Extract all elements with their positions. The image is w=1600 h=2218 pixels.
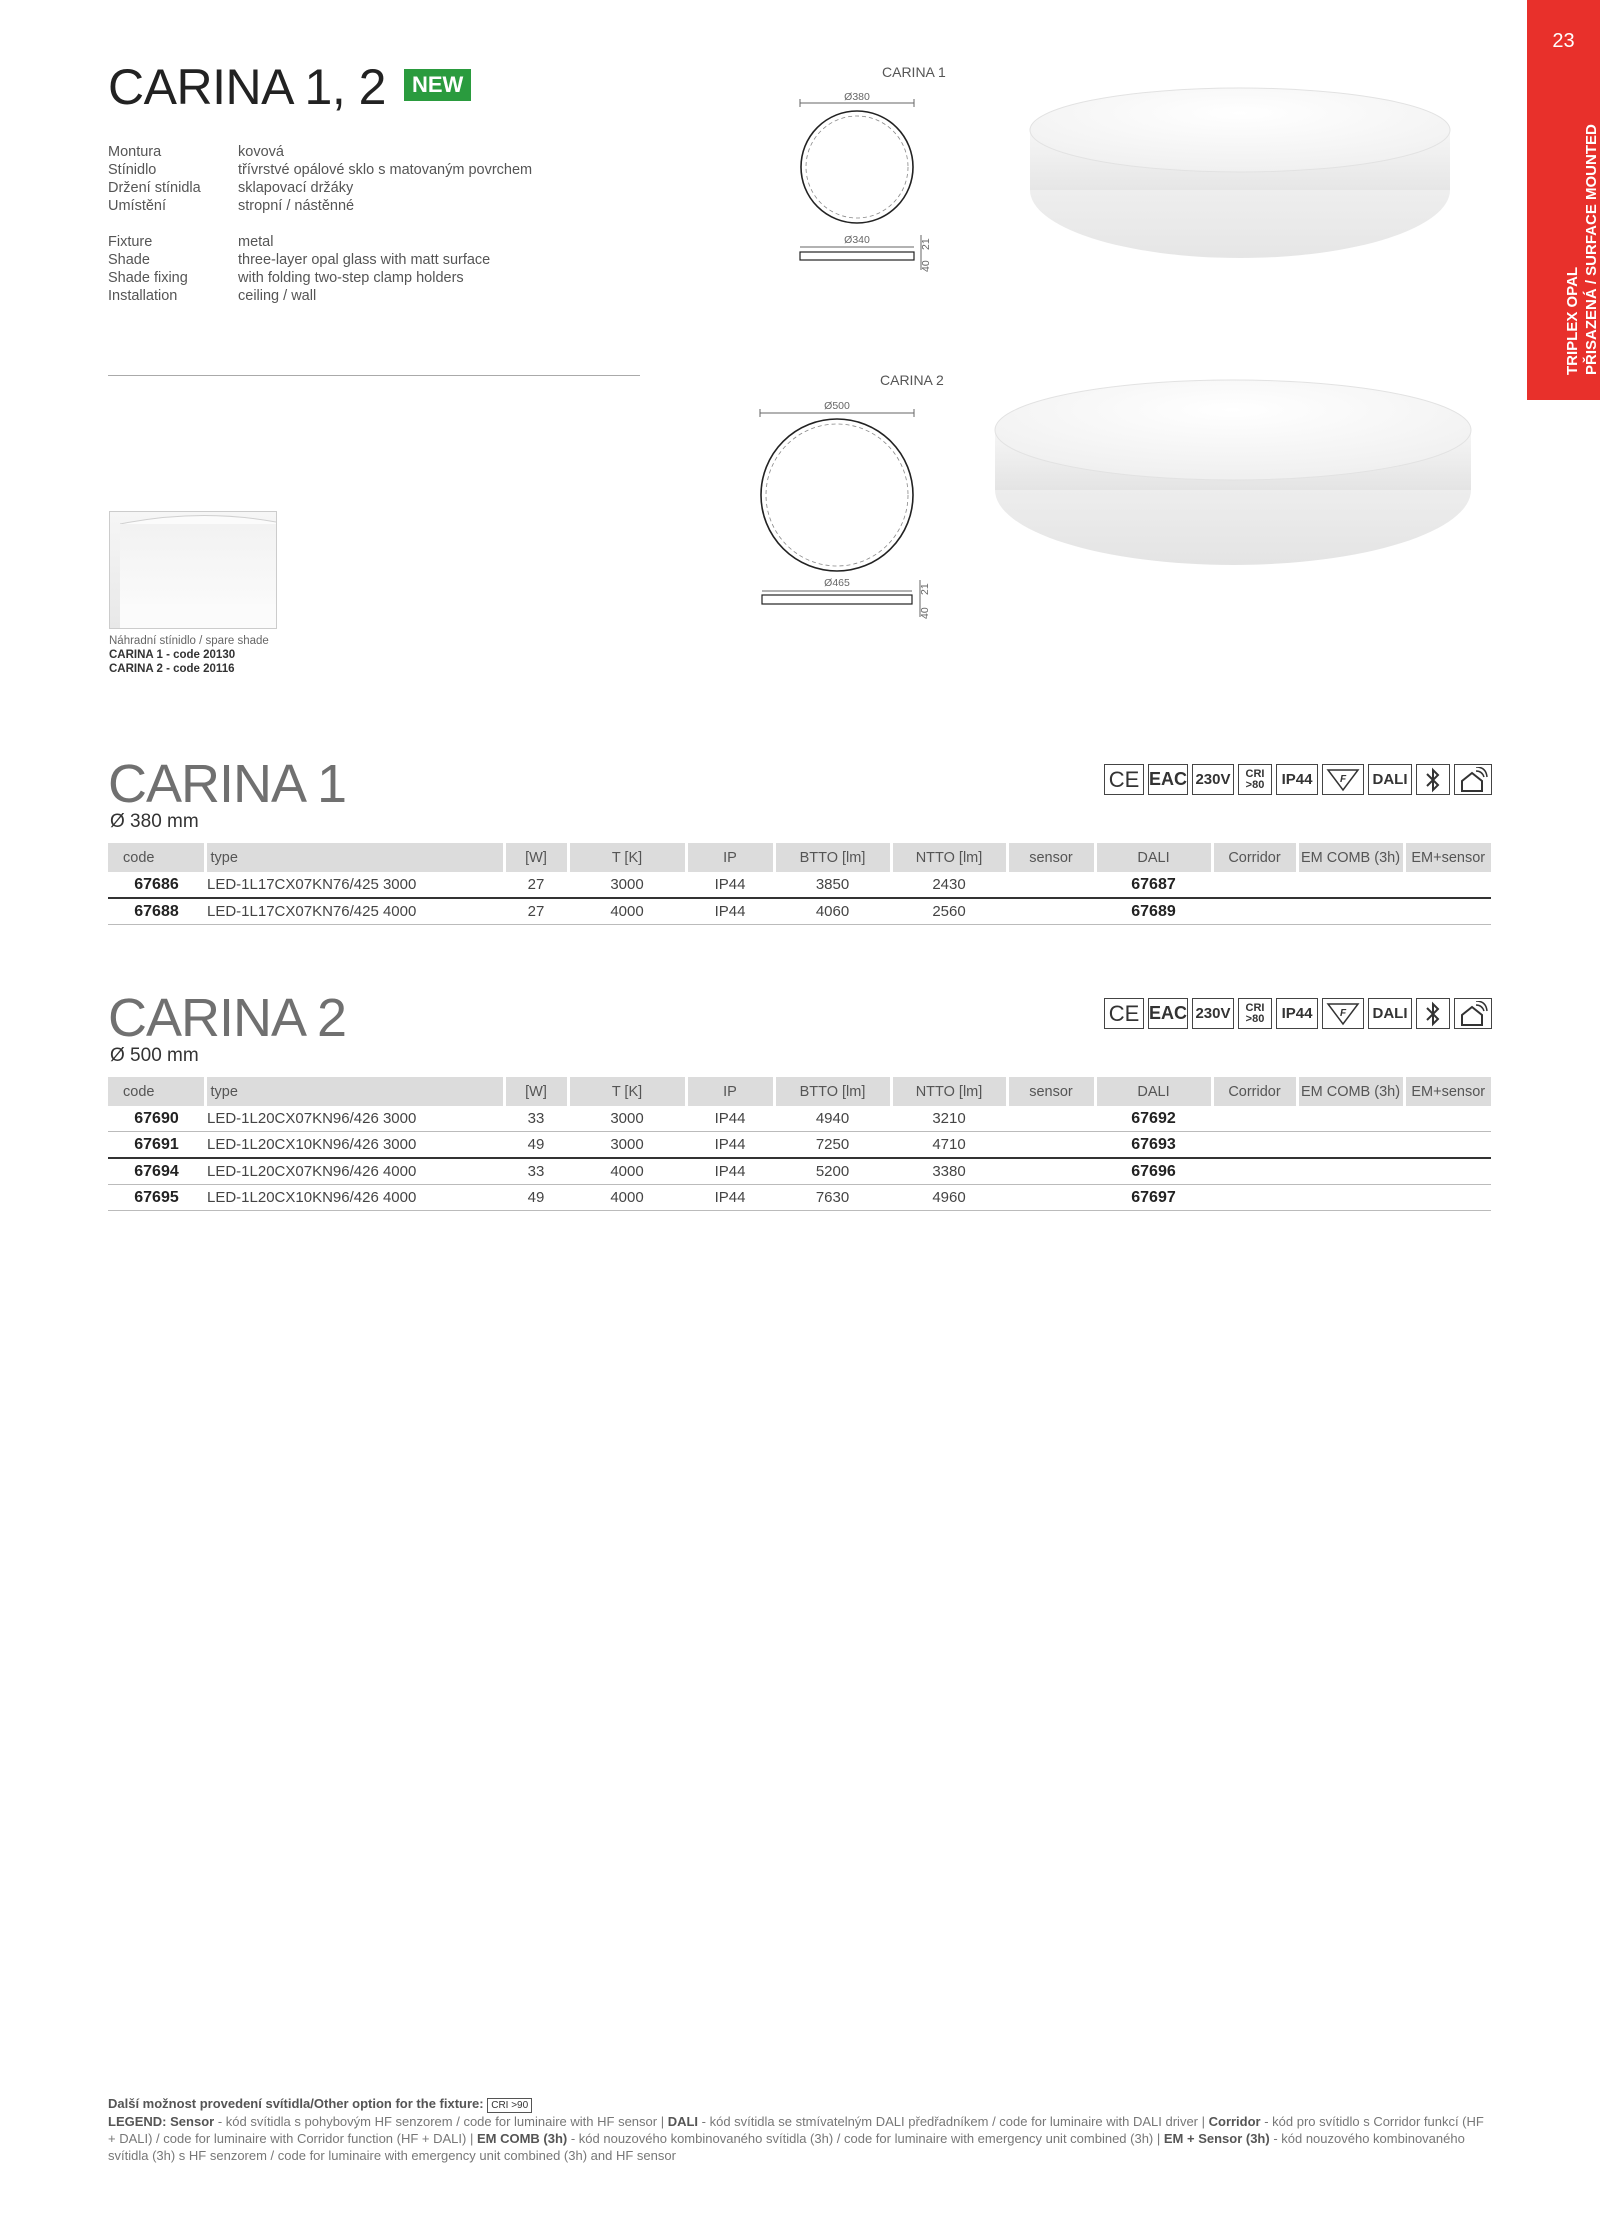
svg-text:F: F [1339, 1007, 1347, 1019]
new-badge: NEW [404, 69, 471, 101]
svg-text:40: 40 [919, 607, 931, 619]
chapter-label-line1: TRIPLEX OPAL [1564, 266, 1581, 375]
spec-row: Umístění stropní / nástěnné [108, 198, 355, 214]
spec-row: Shade three-layer opal glass with matt surface [108, 252, 491, 268]
carina2-dimension-drawing [750, 395, 940, 625]
section-diameter-carina1: Ø 380 mm [110, 811, 199, 832]
spec-row: Installation ceiling / wall [108, 288, 317, 304]
cri-80-icon: CRI >80 [1238, 998, 1272, 1029]
f-mark-icon [1322, 764, 1364, 795]
section-diameter-carina2: Ø 500 mm [110, 1045, 199, 1066]
chapter-label-line2: PŘISAZENÁ / SURFACE MOUNTED [1583, 124, 1600, 375]
product-table-carina2 [108, 1077, 1491, 1211]
bluetooth-icon [1416, 764, 1450, 795]
table-row: 67695 LED-1L20CX10KN96/426 4000 49 4000 IP44 7630 4960 67697 [108, 1185, 1491, 1211]
smart-home-icon [1454, 764, 1492, 795]
spare-shade-caption: Náhradní stínidlo / spare shade CARINA 1 - code 20130 CARINA 2 - code 20116 [109, 635, 269, 675]
diagram-label-carina1: CARINA 1 [882, 64, 946, 80]
carina1-dimension-drawing [790, 85, 940, 275]
table-row: 67688 LED-1L17CX07KN76/425 4000 27 4000 IP44 4060 2560 67689 [108, 898, 1491, 925]
section-title-carina2: CARINA 2 [108, 988, 347, 1048]
carina1-product-render [1020, 80, 1460, 270]
spec-row: Montura kovová [108, 144, 284, 160]
smart-home-icon [1454, 998, 1492, 1029]
page-number: 23 [1552, 30, 1575, 52]
cri-80-icon: CRI >80 [1238, 764, 1272, 795]
spec-row: Stínidlo třívrstvé opálové sklo s matovaným povrchem [108, 162, 533, 178]
section-title-carina1: CARINA 1 [108, 754, 347, 814]
table-row: 67686 LED-1L17CX07KN76/425 3000 27 3000 IP44 3850 2430 67687 [108, 872, 1491, 898]
carina2-product-render [988, 370, 1478, 580]
svg-text:Ø465: Ø465 [824, 577, 850, 589]
svg-text:21: 21 [920, 238, 932, 250]
table-row: 67690 LED-1L20CX07KN96/426 3000 33 3000 IP44 4940 3210 67692 [108, 1106, 1491, 1132]
table-row: 67691 LED-1L20CX10KN96/426 3000 49 3000 IP44 7250 4710 67693 [108, 1132, 1491, 1159]
spec-row: Fixture metal [108, 234, 274, 250]
svg-text:21: 21 [919, 583, 931, 595]
certification-icons [1104, 764, 1492, 800]
cri-90-icon: CRI >90 [487, 2098, 532, 2113]
table-row: 67694 LED-1L20CX07KN96/426 4000 33 4000 IP44 5200 3380 67696 [108, 1158, 1491, 1185]
spare-code-1: CARINA 1 - code 20130 [109, 649, 236, 661]
svg-text:F: F [1339, 773, 1347, 785]
legend-text: LEGEND: Sensor - kód svítidla s pohybovým HF senzorem / code for luminaire with HF sensor | DALI - kód svítidla se stmívatelným DALI předřadníkem / code for luminaire with DALI driver | Corridor - kód pro svítidlo s Corridor funkcí (HF + DALI) / code for luminaire with Corridor function (HF + DALI) | EM COMB (3h) - kód nouzového kombinovaného svítidla (3h) / code for luminaire with emergency unit combined (3h) | EM + Sensor (3h) - kód nouzového kombinovaného svítidla (3h) s HF senzorem / code for luminaire with emergency unit combined (3h) and HF sensor [108, 2114, 1484, 2163]
voltage-230v-icon: 230V [1192, 764, 1234, 795]
dali-icon: DALI [1368, 764, 1412, 795]
svg-text:Ø340: Ø340 [844, 234, 870, 246]
eac-mark-icon: EAC [1148, 998, 1188, 1029]
ce-mark-icon: CE [1104, 998, 1144, 1029]
dali-icon: DALI [1368, 998, 1412, 1029]
svg-text:Ø500: Ø500 [824, 400, 850, 412]
spec-row: Držení stínidla sklapovací držáky [108, 180, 354, 196]
spare-code-2: CARINA 2 - code 20116 [109, 663, 235, 675]
spec-row: Shade fixing with folding two-step clamp holders [108, 270, 464, 286]
certification-icons [1104, 998, 1492, 1034]
ip44-icon: IP44 [1276, 998, 1318, 1029]
voltage-230v-icon: 230V [1192, 998, 1234, 1029]
specs-en [108, 233, 490, 305]
ce-mark-icon: CE [1104, 764, 1144, 795]
table-header-row: code type [W] T [K] IP BTTO [lm] NTTO [lm] sensor DALI Corridor EM COMB (3h) EM+sensor [108, 843, 1491, 872]
product-title: CARINA 1, 2 [108, 59, 386, 115]
chapter-label [1563, 124, 1600, 375]
bluetooth-icon [1416, 998, 1450, 1029]
specs-cz [108, 143, 532, 215]
spare-shade-photo [109, 511, 277, 629]
product-table-carina1 [108, 843, 1491, 925]
f-mark-icon [1322, 998, 1364, 1029]
header-divider [108, 375, 640, 376]
legend-footer [108, 2095, 1493, 2164]
svg-text:Ø380: Ø380 [844, 91, 870, 103]
other-option-label: Další možnost provedení svítidla/Other option for the fixture: [108, 2096, 484, 2111]
table-header-row: code type [W] T [K] IP BTTO [lm] NTTO [lm] sensor DALI Corridor EM COMB (3h) EM+sensor [108, 1077, 1491, 1106]
svg-text:40: 40 [920, 260, 932, 272]
diagram-label-carina2: CARINA 2 [880, 372, 944, 388]
chapter-tab [1527, 0, 1600, 400]
eac-mark-icon: EAC [1148, 764, 1188, 795]
ip44-icon: IP44 [1276, 764, 1318, 795]
